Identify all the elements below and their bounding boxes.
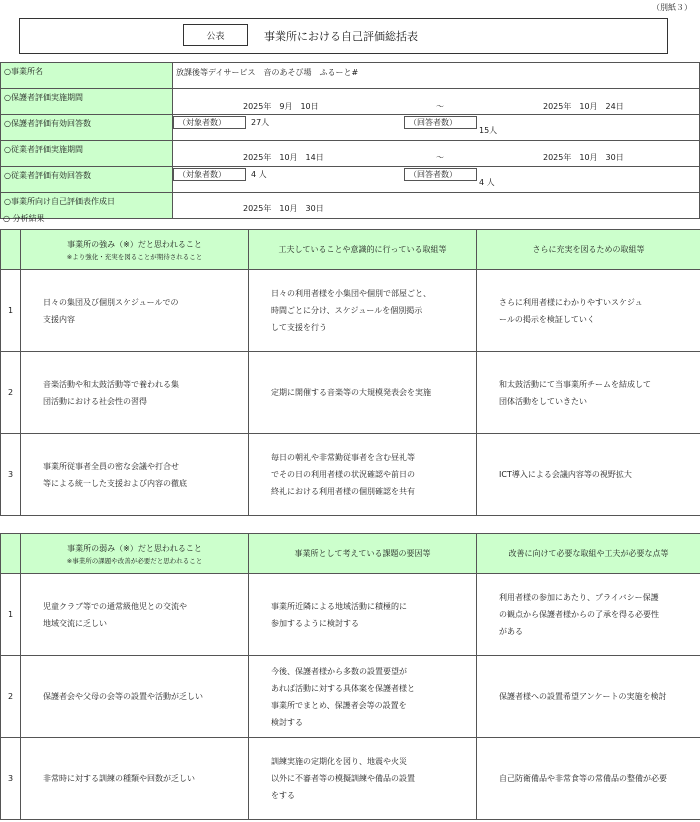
weaknesses-col3-line: 保護者様への設置希望アンケートの実施を検討 [499, 692, 667, 701]
guardian-period-start: 2025年 9月 10日 [243, 101, 319, 111]
strengths-col3-cell [477, 270, 700, 352]
strengths-col3-line: ールの掲示を検証していく [499, 314, 595, 324]
strengths-col2-line: 定期に開催する音楽等の大規模発表会を実施 [271, 388, 431, 397]
guardian-target-count: 27人 [251, 117, 270, 127]
staff-period-start: 2025年 10月 14日 [243, 152, 324, 162]
staff-period-row [1, 141, 700, 167]
strengths-header-col1-note: ※より強化・充実を図ることが期待されること [66, 252, 203, 261]
weaknesses-col3-line: 自己防衛備品や非常食等の常備品の整備が必要 [499, 774, 667, 783]
weaknesses-col3-cell [477, 656, 700, 738]
guardian-period-row [1, 89, 700, 115]
strengths-table [0, 229, 700, 516]
strengths-col2-line: 終礼における利用者様の個別確認を共有 [271, 487, 415, 496]
strengths-col2-cell [249, 270, 477, 352]
weaknesses-col2-line: 事業所でまとめ、保護者会等の設置を [271, 700, 407, 710]
staff-respondent-label: （回答者数） [409, 169, 457, 179]
analysis-heading: ○ 分析結果 [3, 214, 45, 223]
strengths-col3-cell [477, 434, 700, 516]
strengths-col3-cell [477, 352, 700, 434]
facility-info-table [0, 62, 700, 219]
weaknesses-header-col1 [21, 534, 249, 574]
strengths-row [1, 352, 700, 434]
weaknesses-col2-line: あれば活動に対する具体案を保護者様と [271, 683, 415, 693]
weaknesses-row-number: 3 [1, 738, 21, 820]
strengths-col2-cell [249, 352, 477, 434]
strengths-col1-line: 事業所従事者全員の密な会議や打合せ [43, 461, 179, 471]
weaknesses-col2-line: 参加するように検討する [271, 618, 359, 628]
guardian-responses-label: ○保護者評価有効回答数 [1, 115, 173, 141]
guardian-period-end: 2025年 10月 24日 [543, 101, 624, 111]
weaknesses-col3-line: の観点から保護者様からの了承を得る必要性 [499, 610, 659, 619]
guardian-period-value [173, 89, 700, 115]
weaknesses-col2-line: 訓練実施の定期化を図り、地震や火災 [271, 757, 407, 766]
weaknesses-col1-cell [21, 574, 249, 656]
strengths-body [1, 270, 700, 516]
self-eval-date-value [173, 193, 700, 219]
weaknesses-col2-cell [249, 574, 477, 656]
strengths-col2-line: でその日の利用者様の状況確認や前日の [271, 470, 415, 479]
strengths-col1-cell [21, 270, 249, 352]
strengths-col1-line: 日々の集団及び個別スケジュールでの [43, 297, 179, 307]
strengths-col3-line: 和太鼓活動にて当事業所チームを結成して [499, 379, 651, 389]
strengths-col1-line: 音楽活動や和太鼓活動等で養われる集 [43, 379, 179, 389]
guardian-respondent-count: 15人 [479, 125, 498, 135]
staff-target-count: 4 人 [251, 169, 267, 179]
strengths-header-col1 [21, 230, 249, 270]
weaknesses-col2-line: をする [271, 791, 295, 800]
weaknesses-col2-line: 今後、保護者様から多数の設置要望が [271, 666, 407, 676]
self-eval-date-label: ○事業所向け自己評価表作成日 [1, 193, 173, 219]
weaknesses-col2-cell [249, 738, 477, 820]
staff-responses-value [173, 167, 700, 193]
self-eval-date-row [1, 193, 700, 219]
weaknesses-col3-line: 利用者様の参加にあたり、プライバシー保護 [499, 593, 659, 602]
weaknesses-col1-line: 児童クラブ等での通常級他児との交流や [43, 601, 187, 611]
strengths-col2-line: 毎日の朝礼や非常勤従事者を含む昼礼等 [271, 453, 415, 462]
weaknesses-header-col1-note: ※事業所の課題や改善が必要だと思われること [66, 556, 203, 565]
staff-period-sep: ～ [436, 152, 444, 162]
weaknesses-col2-line: 以外に不審者等の模擬訓練や備品の設置 [271, 774, 415, 783]
staff-period-end: 2025年 10月 30日 [543, 152, 624, 162]
strengths-col1-cell [21, 434, 249, 516]
public-badge: 公表 [183, 24, 248, 46]
staff-respondent-count: 4 人 [479, 177, 495, 187]
strengths-col1-cell [21, 352, 249, 434]
strengths-row [1, 434, 700, 516]
facility-name-value [173, 63, 700, 89]
facility-name-text: 放課後等デイサービス 音のあそび場 ふるーと# [176, 67, 359, 77]
strengths-row [1, 270, 700, 352]
weaknesses-col2-line: 事業所近隣による地域活動に積極的に [271, 601, 407, 611]
strengths-row-number: 3 [1, 434, 21, 516]
weaknesses-col1-line: 非常時に対する訓練の種類や回数が乏しい [43, 774, 195, 783]
facility-name-row [1, 63, 700, 89]
weaknesses-row-number: 1 [1, 574, 21, 656]
strengths-col1-line: 支援内容 [43, 314, 75, 324]
weaknesses-col1-cell [21, 738, 249, 820]
strengths-header-num [1, 230, 21, 270]
weaknesses-table [0, 533, 700, 820]
weaknesses-row-number: 2 [1, 656, 21, 738]
guardian-period-sep: ～ [436, 101, 444, 111]
staff-period-label: ○従業者評価実施期間 [1, 141, 173, 167]
weaknesses-row [1, 574, 700, 656]
guardian-target-label: （対象者数） [178, 117, 226, 127]
strengths-col1-line: 団活動における社会性の習得 [43, 396, 147, 406]
staff-responses-label: ○従業者評価有効回答数 [1, 167, 173, 193]
weaknesses-col2-line: 検討する [271, 717, 303, 727]
guardian-period-label: ○保護者評価実施期間 [1, 89, 173, 115]
strengths-header-col3: さらに充実を図るための取組等 [477, 230, 700, 270]
weaknesses-row [1, 656, 700, 738]
weaknesses-header-num [1, 534, 21, 574]
facility-name-label: ○事業所名 [1, 63, 173, 89]
staff-responses-row [1, 167, 700, 193]
weaknesses-body [1, 574, 700, 820]
weaknesses-row [1, 738, 700, 820]
weaknesses-col3-line: がある [499, 627, 523, 636]
weaknesses-header-col3: 改善に向けて必要な取組や工夫が必要な点等 [477, 534, 700, 574]
strengths-header-row [1, 230, 700, 270]
weaknesses-col2-cell [249, 656, 477, 738]
guardian-responses-value [173, 115, 700, 141]
weaknesses-col3-cell [477, 574, 700, 656]
strengths-col2-line: して支援を行う [271, 323, 327, 332]
weaknesses-col1-cell [21, 656, 249, 738]
weaknesses-col1-line: 地域交流に乏しい [43, 618, 107, 628]
strengths-col2-line: 日々の利用者様を小集団や個別で部屋ごと、 [271, 289, 431, 298]
strengths-col2-cell [249, 434, 477, 516]
staff-period-value [173, 141, 700, 167]
staff-target-label: （対象者数） [178, 169, 226, 179]
title-box [19, 18, 668, 54]
self-eval-date: 2025年 10月 30日 [243, 203, 324, 213]
weaknesses-col3-cell [477, 738, 700, 820]
strengths-col3-line: ICT導入による会議内容等の視野拡大 [499, 470, 632, 479]
weaknesses-header-col1-text: 事業所の弱み（※）だと思われること [67, 543, 202, 553]
page-title: 事業所における自己評価総括表 [264, 30, 418, 43]
strengths-header-col1-text: 事業所の強み（※）だと思われること [67, 239, 202, 249]
strengths-row-number: 2 [1, 352, 21, 434]
guardian-responses-row [1, 115, 700, 141]
strengths-col3-line: 団体活動をしていきたい [499, 396, 587, 406]
strengths-col1-line: 等による統一した支援および内容の徹底 [43, 478, 187, 488]
strengths-col2-line: 時間ごとに分け、スケジュールを個別掲示 [271, 306, 423, 315]
weaknesses-header-col2: 事業所として考えている課題の要因等 [249, 534, 477, 574]
weaknesses-header-row [1, 534, 700, 574]
strengths-row-number: 1 [1, 270, 21, 352]
weaknesses-col1-line: 保護者会や父母の会等の設置や活動が乏しい [43, 692, 203, 701]
annex-label: （別紙３） [652, 3, 692, 12]
strengths-header-col2: 工夫していることや意識的に行っている取組等 [249, 230, 477, 270]
strengths-col3-line: さらに利用者様にわかりやすいスケジュ [499, 297, 643, 307]
guardian-respondent-label: （回答者数） [409, 117, 457, 127]
